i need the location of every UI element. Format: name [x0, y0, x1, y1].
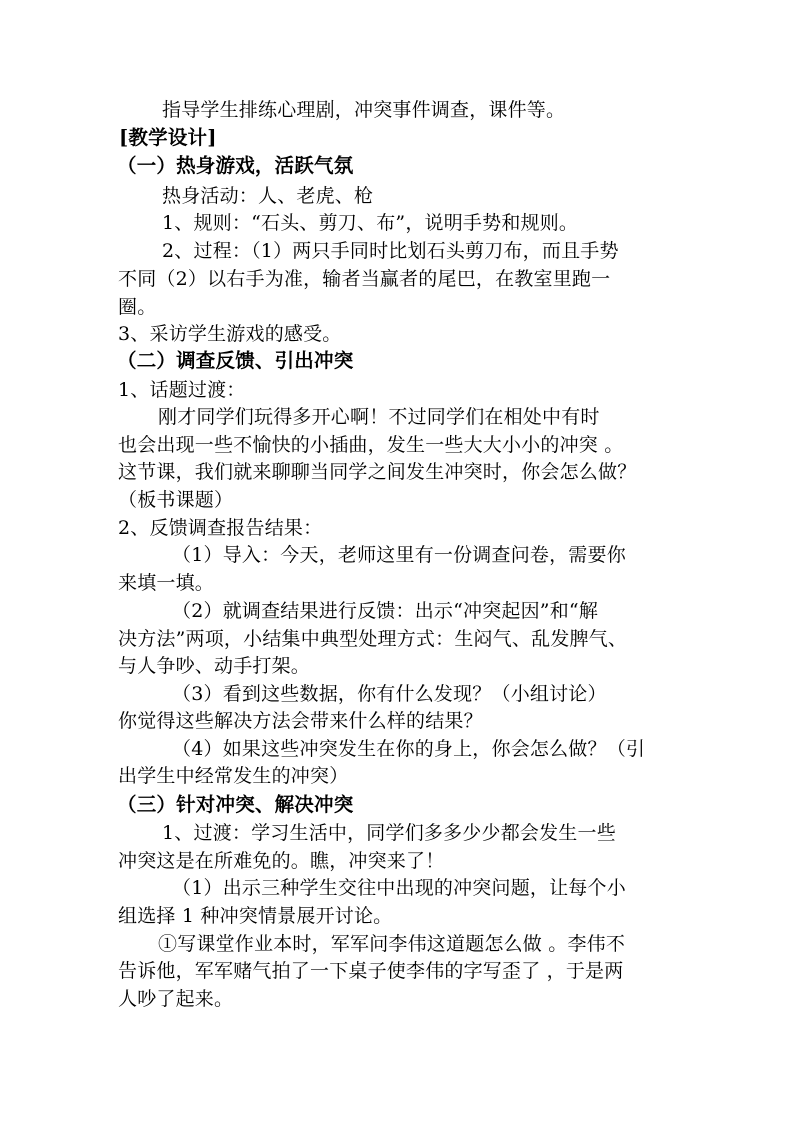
paragraph-line: 1、过渡：学习生活中，同学们多多少少都会发生一些 — [162, 822, 616, 844]
warmup-activity: 热身活动：人、老虎、枪 — [162, 185, 374, 207]
warmup-process: 2、过程：（1）两只手同时比划石头剪刀布，而且手势 — [162, 240, 619, 262]
section-title-teaching-design: [教学设计] — [119, 126, 217, 149]
paragraph-line: （1）导入：今天，老师这里有一份调查问卷，需要你 — [172, 544, 626, 566]
paragraph-line: （2）就调查结果进行反馈：出示“冲突起因”和“解 — [172, 600, 599, 622]
warmup-process-cont: 不同（2）以右手为准，输者当赢者的尾巴，在教室里跑一 — [118, 268, 611, 290]
scenario-line: 告诉他，军军赌气拍了一下桌子使李伟的字写歪了 ，于是两 — [118, 960, 624, 982]
paragraph-line: 出学生中经常发生的冲突） — [118, 765, 349, 787]
blackboard-note: （板书课题） — [118, 489, 234, 511]
paragraph-line: 来填一填。 — [118, 572, 215, 594]
heading-survey: （二）调查反馈、引出冲突 — [117, 349, 354, 372]
paragraph-line: 也会出现一些不愉快的小插曲，发生一些大大小小的冲突 。 — [118, 434, 624, 456]
paragraph-line: （3）看到这些数据，你有什么发现？（小组讨论） — [172, 683, 607, 705]
paragraph-line: 与人争吵、动手打架。 — [118, 655, 311, 677]
paragraph-line: 这节课，我们就来聊聊当同学之间发生冲突时，你会怎么做？ — [118, 461, 637, 483]
warmup-interview: 3、采访学生游戏的感受。 — [118, 323, 342, 345]
survey-feedback: 2、反馈调查报告结果： — [118, 517, 323, 539]
scenario-line: ①写课堂作业本时，军军问李伟这道题怎么做 。李伟不 — [158, 933, 626, 955]
paragraph-line: 组选择 1 种冲突情景展开讨论。 — [118, 905, 393, 927]
paragraph-line: 刚才同学们玩得多开心啊！不过同学们在相处中有时 — [158, 406, 600, 428]
warmup-rules: 1、规则：“石头、剪刀、布”，说明手势和规则。 — [162, 212, 579, 234]
materials-line: 指导学生排练心理剧，冲突事件调查，课件等。 — [162, 99, 566, 121]
warmup-process-end: 圈。 — [118, 296, 157, 318]
paragraph-line: 你觉得这些解决方法会带来什么样的结果？ — [118, 710, 483, 732]
topic-transition: 1、话题过渡： — [118, 379, 246, 401]
paragraph-line: 冲突这是在所难免的。瞧，冲突来了！ — [118, 850, 445, 872]
paragraph-line: （1）出示三种学生交往中出现的冲突问题，让每个小 — [172, 877, 626, 899]
paragraph-line: （4）如果这些冲突发生在你的身上，你会怎么做？（引 — [172, 738, 646, 760]
heading-resolve: （三）针对冲突、解决冲突 — [117, 793, 354, 816]
scenario-line: 人吵了起来。 — [118, 988, 234, 1010]
paragraph-line: 决方法”两项，小结集中典型处理方式：生闷气、乱发脾气、 — [118, 628, 628, 650]
heading-warmup: （一）热身游戏，活跃气氛 — [117, 154, 354, 177]
